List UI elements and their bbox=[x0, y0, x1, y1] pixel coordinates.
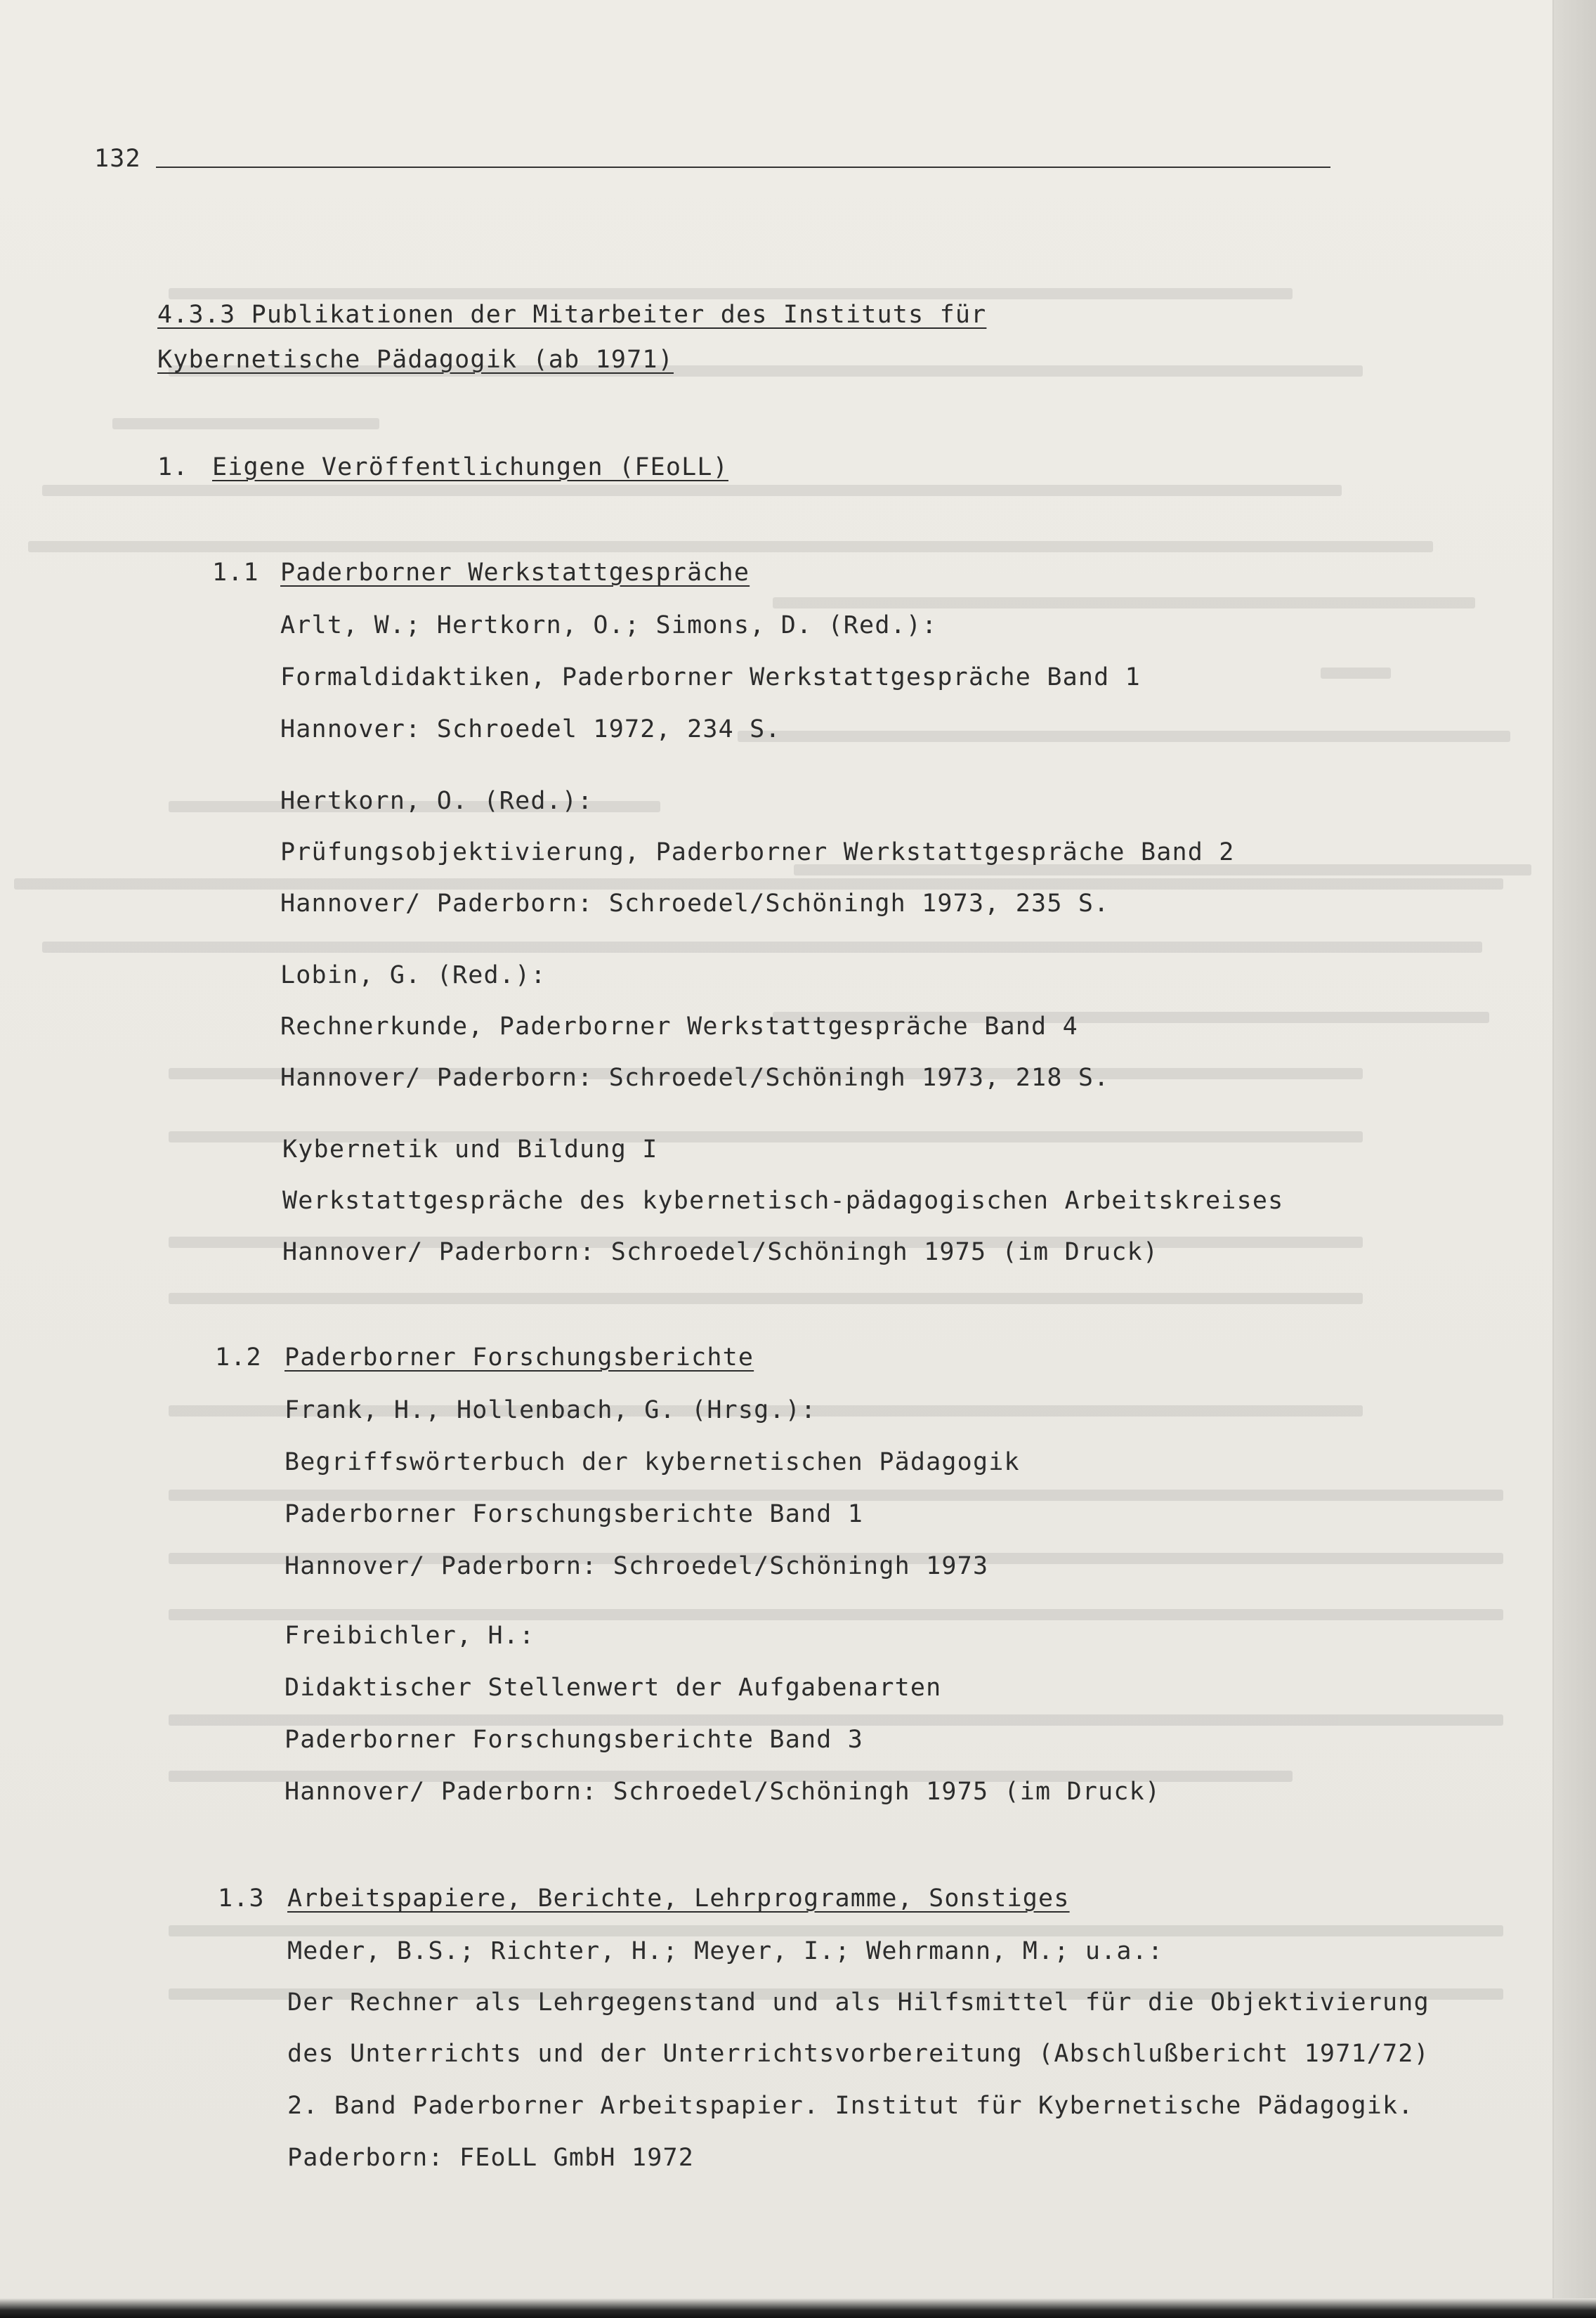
entry-line: Rechnerkunde, Paderborner Werkstattgespräche Band 4 bbox=[280, 1013, 1078, 1041]
entry-line: Hannover: Schroedel 1972, 234 S. bbox=[280, 715, 781, 743]
part1-number: 1. bbox=[157, 453, 189, 481]
entry-line: Hannover/ Paderborn: Schroedel/Schöningh 1973 bbox=[284, 1552, 989, 1580]
entry-line: Freibichler, H.: bbox=[284, 1622, 535, 1650]
subsection-1-3-number: 1.3 bbox=[218, 1884, 265, 1913]
entry-line: Paderborner Forschungsberichte Band 3 bbox=[284, 1726, 864, 1754]
entry-line: Kybernetik und Bildung I bbox=[282, 1135, 658, 1164]
page-edge-shadow bbox=[1552, 0, 1596, 2318]
entry-line: Begriffswörterbuch der kybernetischen Pädagogik bbox=[284, 1448, 1020, 1476]
entry-line: Arlt, W.; Hertkorn, O.; Simons, D. (Red.): bbox=[280, 611, 938, 639]
subsection-1-3-title: Arbeitspapiere, Berichte, Lehrprogramme, Sonstiges bbox=[287, 1884, 1070, 1913]
entry-line: Hannover/ Paderborn: Schroedel/Schöningh 1973, 235 S. bbox=[280, 890, 1110, 918]
header-rule bbox=[156, 167, 1330, 168]
subsection-1-1-number: 1.1 bbox=[212, 559, 259, 587]
entry-line: Der Rechner als Lehrgegenstand und als Hilfsmittel für die Objektivierung bbox=[287, 1988, 1430, 2017]
entry-line: Prüfungsobjektivierung, Paderborner Werkstattgespräche Band 2 bbox=[280, 838, 1235, 866]
entry-line: des Unterrichts und der Unterrichtsvorbereitung (Abschlußbericht 1971/72) bbox=[287, 2040, 1430, 2068]
entry-line: Hannover/ Paderborn: Schroedel/Schöningh 1975 (im Druck) bbox=[284, 1778, 1161, 1806]
entry-line: Frank, H., Hollenbach, G. (Hrsg.): bbox=[284, 1396, 817, 1424]
entry-line: Paderborner Forschungsberichte Band 1 bbox=[284, 1500, 864, 1528]
entry-line: Hannover/ Paderborn: Schroedel/Schöningh 1975 (im Druck) bbox=[282, 1238, 1159, 1266]
subsection-1-2-number: 1.2 bbox=[215, 1343, 262, 1372]
entry-line: Hertkorn, O. (Red.): bbox=[280, 787, 594, 815]
section-title-line2: Kybernetische Pädagogik (ab 1971) bbox=[157, 346, 674, 374]
subsection-1-1-title: Paderborner Werkstattgespräche bbox=[280, 559, 750, 587]
subsection-1-2-title: Paderborner Forschungsberichte bbox=[284, 1343, 754, 1372]
entry-line: Paderborn: FEoLL GmbH 1972 bbox=[287, 2144, 695, 2172]
entry-line: Formaldidaktiken, Paderborner Werkstattgespräche Band 1 bbox=[280, 663, 1141, 691]
entry-line: Werkstattgespräche des kybernetisch-pädagogischen Arbeitskreises bbox=[282, 1187, 1284, 1215]
page-bottom-edge bbox=[0, 2298, 1596, 2318]
part1-title: Eigene Veröffentlichungen (FEoLL) bbox=[212, 453, 728, 481]
page-number: 132 bbox=[94, 145, 141, 173]
entry-line: Didaktischer Stellenwert der Aufgabenarten bbox=[284, 1674, 942, 1702]
entry-line: Hannover/ Paderborn: Schroedel/Schöningh 1973, 218 S. bbox=[280, 1064, 1110, 1092]
section-title-line1: 4.3.3 Publikationen der Mitarbeiter des Instituts für bbox=[157, 301, 987, 329]
entry-line: Lobin, G. (Red.): bbox=[280, 961, 547, 989]
entry-line: 2. Band Paderborner Arbeitspapier. Institut für Kybernetische Pädagogik. bbox=[287, 2092, 1414, 2120]
entry-line: Meder, B.S.; Richter, H.; Meyer, I.; Wehrmann, M.; u.a.: bbox=[287, 1937, 1164, 1965]
